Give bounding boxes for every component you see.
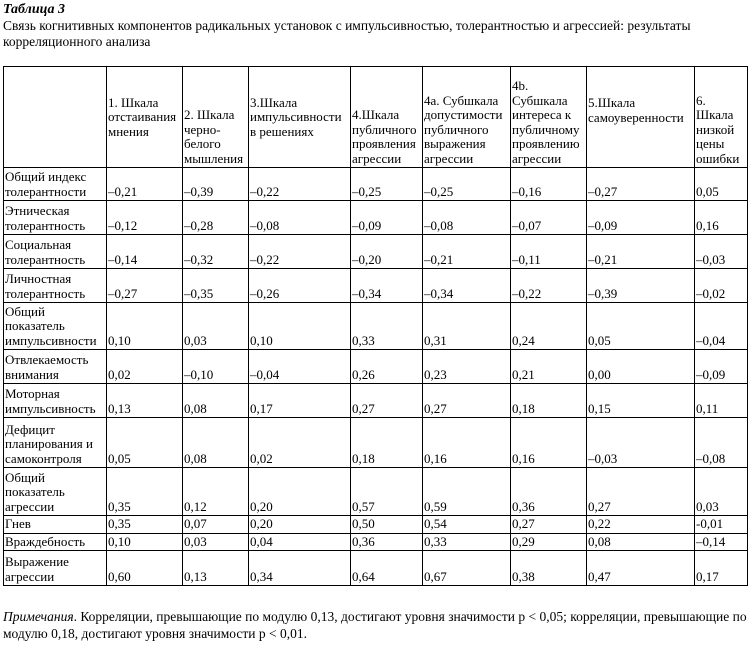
- table-cell: –0,09: [695, 350, 748, 384]
- table-cell: –0,21: [587, 235, 695, 269]
- table-cell: –0,11: [511, 235, 587, 269]
- table-cell: 0,50: [351, 516, 423, 534]
- table-cell: –0,12: [107, 201, 183, 235]
- column-header: 4.Шкала публичного проявления агрессии: [351, 67, 423, 168]
- correlation-table: [3, 66, 748, 586]
- table-cell: 0,33: [351, 303, 423, 350]
- table-cell: 0,35: [107, 516, 183, 534]
- table-cell: 0,36: [511, 468, 587, 516]
- table-cell: –0,21: [107, 168, 183, 201]
- table-cell: 0,08: [183, 418, 249, 468]
- table-cell: 0,13: [107, 384, 183, 418]
- table-row: [4, 168, 748, 201]
- table-cell: 0,03: [183, 533, 249, 551]
- table-cell: –0,26: [249, 269, 351, 303]
- table-cell: 0,10: [107, 303, 183, 350]
- table-cell: 0,03: [695, 468, 748, 516]
- table-cell: –0,03: [695, 235, 748, 269]
- table-cell: 0,18: [351, 418, 423, 468]
- table-cell: 0,33: [423, 533, 511, 551]
- column-header: 3.Шкала импульсивности в решениях: [249, 67, 351, 168]
- table-title: Таблица 3: [3, 2, 65, 17]
- table-cell: 0,59: [423, 468, 511, 516]
- table-cell: –0,09: [587, 201, 695, 235]
- table-cell: 0,08: [587, 533, 695, 551]
- table-cell: 0,38: [511, 551, 587, 586]
- table-cell: 0,16: [511, 418, 587, 468]
- table-cell: –0,35: [183, 269, 249, 303]
- table-cell: 0,27: [511, 516, 587, 534]
- table-cell: 0,35: [107, 468, 183, 516]
- table-note: [3, 608, 747, 642]
- table-cell: 0,31: [423, 303, 511, 350]
- table-cell: 0,20: [249, 468, 351, 516]
- table-cell: –0,34: [351, 269, 423, 303]
- table-cell: 0,36: [351, 533, 423, 551]
- row-label: Гнев: [4, 516, 107, 534]
- table-cell: –0,10: [183, 350, 249, 384]
- table-cell: 0,04: [249, 533, 351, 551]
- table-cell: 0,67: [423, 551, 511, 586]
- table-cell: –0,32: [183, 235, 249, 269]
- table-cell: 0,05: [587, 303, 695, 350]
- table-cell: 0,27: [351, 384, 423, 418]
- table-cell: 0,26: [351, 350, 423, 384]
- table-cell: -0,01: [695, 516, 748, 534]
- table-cell: –0,09: [351, 201, 423, 235]
- row-label: Отвлекаемость внимания: [4, 350, 107, 384]
- corner-cell: [4, 67, 107, 168]
- table-cell: –0,22: [249, 235, 351, 269]
- table-cell: –0,02: [695, 269, 748, 303]
- table-cell: –0,16: [511, 168, 587, 201]
- table-cell: 0,54: [423, 516, 511, 534]
- row-label: Общий показатель агрессии: [4, 468, 107, 516]
- table-cell: 0,00: [587, 350, 695, 384]
- table-cell: 0,34: [249, 551, 351, 586]
- table-cell: –0,25: [423, 168, 511, 201]
- table-cell: –0,03: [587, 418, 695, 468]
- column-header: 1. Шкала отстаивания мнения: [107, 67, 183, 168]
- table-cell: –0,07: [511, 201, 587, 235]
- table-cell: –0,39: [183, 168, 249, 201]
- table-row: [4, 551, 748, 586]
- table-cell: 0,10: [249, 303, 351, 350]
- table-row: [4, 303, 748, 350]
- table-cell: –0,27: [587, 168, 695, 201]
- column-header: 4b. Субшкала интереса к публичному проявлению агрессии: [511, 67, 587, 168]
- column-header: 5.Шкала самоуверенности: [587, 67, 695, 168]
- row-label: Выражение агрессии: [4, 551, 107, 586]
- table-cell: 0,13: [183, 551, 249, 586]
- table-cell: –0,08: [695, 418, 748, 468]
- table-cell: –0,27: [107, 269, 183, 303]
- table-cell: 0,20: [249, 516, 351, 534]
- row-label: Этническая толерантность: [4, 201, 107, 235]
- table-cell: 0,21: [511, 350, 587, 384]
- table-cell: 0,22: [587, 516, 695, 534]
- table-row: [4, 418, 748, 468]
- column-header: 6. Шкала низкой цены ошибки: [695, 67, 748, 168]
- table-cell: –0,21: [423, 235, 511, 269]
- table-cell: –0,25: [351, 168, 423, 201]
- row-label: Общий индекс толерантности: [4, 168, 107, 201]
- table-cell: 0,57: [351, 468, 423, 516]
- table-cell: 0,12: [183, 468, 249, 516]
- row-label: Моторная импульсивность: [4, 384, 107, 418]
- table-cell: 0,05: [695, 168, 748, 201]
- table-cell: 0,10: [107, 533, 183, 551]
- table-cell: –0,22: [249, 168, 351, 201]
- table-row: [4, 384, 748, 418]
- table-cell: –0,08: [423, 201, 511, 235]
- column-header: 2. Шкала черно-белого мышления: [183, 67, 249, 168]
- table-cell: 0,16: [423, 418, 511, 468]
- table-subtitle: Связь когнитивных компонентов радикальных установок с импульсивностью, толерантностью и агрессией: результаты корреляционного анализа: [3, 18, 691, 49]
- table-cell: 0,60: [107, 551, 183, 586]
- table-cell: 0,27: [423, 384, 511, 418]
- table-cell: 0,23: [423, 350, 511, 384]
- table-row: [4, 201, 748, 235]
- table-row: [4, 235, 748, 269]
- table-cell: 0,29: [511, 533, 587, 551]
- column-header: 4a. Субшкала допустимости публичного выражения агрессии: [423, 67, 511, 168]
- table-row: [4, 269, 748, 303]
- table-cell: 0,05: [107, 418, 183, 468]
- table-cell: –0,20: [351, 235, 423, 269]
- row-label: Общий показатель импульсивности: [4, 303, 107, 350]
- table-row: [4, 533, 748, 551]
- table-cell: 0,47: [587, 551, 695, 586]
- note-text: . Корреляции, превышающие по модулю 0,13, достигают уровня значимости p < 0,05; корреляции, превышающие по модулю 0,18, достигают уровня значимости p < 0,01.: [3, 609, 747, 641]
- table-cell: –0,34: [423, 269, 511, 303]
- table-cell: –0,22: [511, 269, 587, 303]
- table-row: [4, 516, 748, 534]
- row-label: Дефицит планирования и самоконтроля: [4, 418, 107, 468]
- table-cell: 0,27: [587, 468, 695, 516]
- table-row: [4, 468, 748, 516]
- table-cell: 0,07: [183, 516, 249, 534]
- table-cell: –0,04: [249, 350, 351, 384]
- table-cell: –0,28: [183, 201, 249, 235]
- table-cell: 0,16: [695, 201, 748, 235]
- table-cell: 0,17: [249, 384, 351, 418]
- table-cell: 0,08: [183, 384, 249, 418]
- row-label: Социальная толерантность: [4, 235, 107, 269]
- table-cell: 0,02: [249, 418, 351, 468]
- table-row: [4, 350, 748, 384]
- table-cell: –0,08: [249, 201, 351, 235]
- table-cell: 0,64: [351, 551, 423, 586]
- table-cell: 0,03: [183, 303, 249, 350]
- table-cell: –0,04: [695, 303, 748, 350]
- row-label: Враждебность: [4, 533, 107, 551]
- table-cell: 0,11: [695, 384, 748, 418]
- row-label: Личностная толерантность: [4, 269, 107, 303]
- table-cell: –0,14: [107, 235, 183, 269]
- table-cell: 0,24: [511, 303, 587, 350]
- table-cell: 0,18: [511, 384, 587, 418]
- table-cell: 0,17: [695, 551, 748, 586]
- table-cell: –0,14: [695, 533, 748, 551]
- table-cell: 0,15: [587, 384, 695, 418]
- header-row: [4, 67, 748, 168]
- table-cell: –0,39: [587, 269, 695, 303]
- table-cell: 0,02: [107, 350, 183, 384]
- note-label: Примечания: [3, 609, 74, 624]
